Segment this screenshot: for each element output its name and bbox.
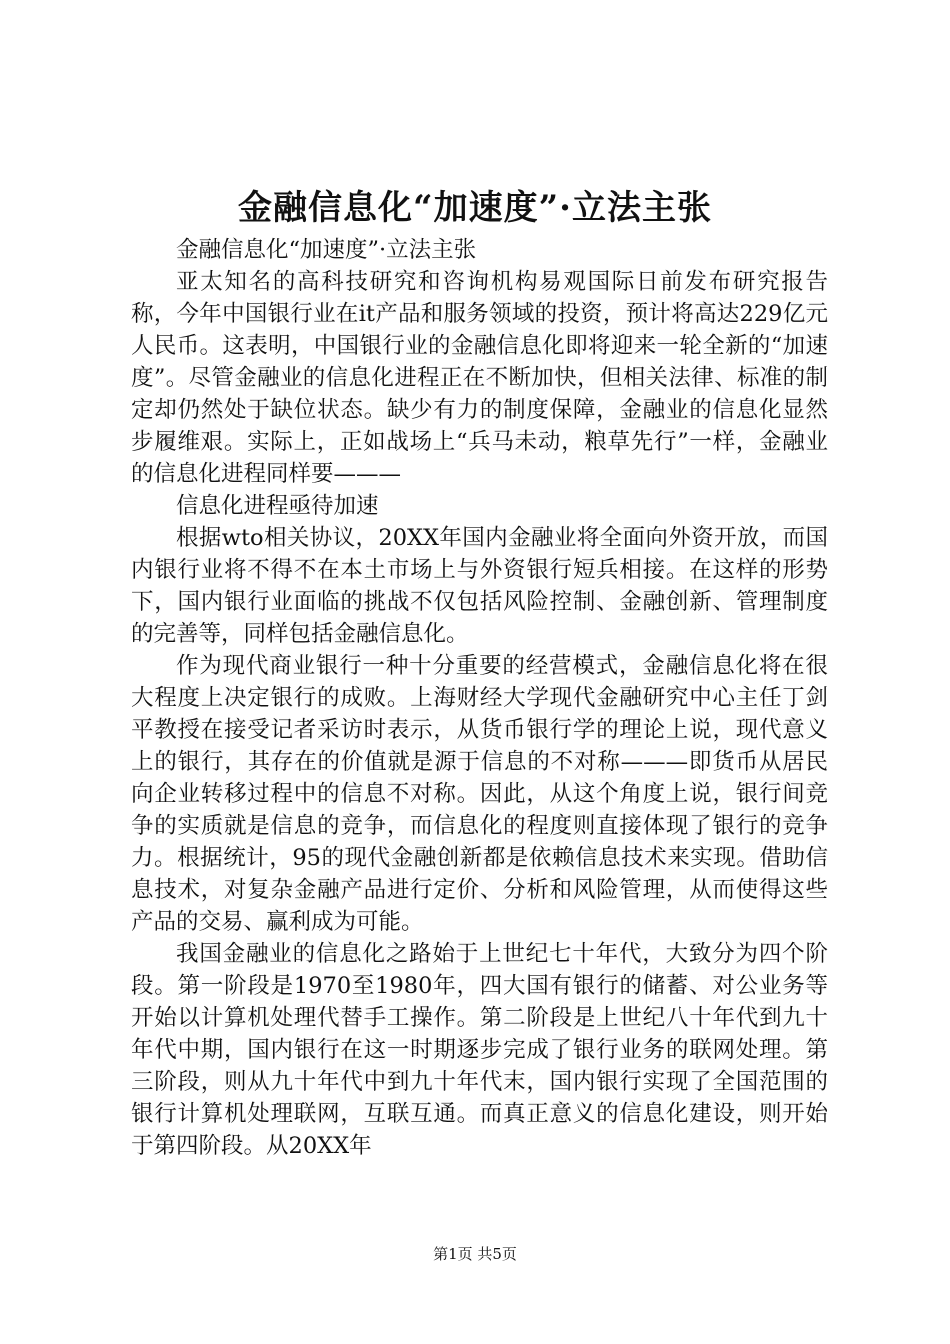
paragraph-business-model: 作为现代商业银行一种十分重要的经营模式，金融信息化将在很大程度上决定银行的成败。上海财经大学现代金融研究中心主任丁剑平教授在接受记者采访时表示，从货币银行学的理论上说，现代意义上的银行，其存在的价值就是源于信息的不对称———即货币从居民向企业转移过程中的信息不对称。因此，从这个角度上说，银行间竞争的实质就是信息的竞争，而信息化的程度则直接体现了银行的竞争力。根据统计，95的现代金融创新都是依赖信息技术来实现。借助信息技术，对复杂金融产品进行定价、分析和风险管理，从而使得这些产品的交易、赢利成为可能。 bbox=[131, 653, 828, 935]
paragraph-intro: 亚太知名的高科技研究和咨询机构易观国际日前发布研究报告称，今年中国银行业在it产品和服务领域的投资，预计将高达229亿元人民币。这表明，中国银行业的金融信息化即将迎来一轮全新的“加速度”。尽管金融业的信息化进程正在不断加快，但相关法律、标准的制定却仍然处于缺位状态。缺少有力的制度保障，金融业的信息化显然步履维艰。实际上，正如战场上“兵马未动，粮草先行”一样，金融业的信息化进程同样要——— bbox=[131, 269, 828, 487]
paragraph-history: 我国金融业的信息化之路始于上世纪七十年代，大致分为四个阶段。第一阶段是1970至1980年，四大国有银行的储蓄、对公业务等开始以计算机处理代替手工操作。第二阶段是上世纪八十年代到九十年代中期，国内银行在这一时期逐步完成了银行业务的联网处理。第三阶段，则从九十年代中到九十年代末，国内银行实现了全国范围的银行计算机处理联网，互联互通。而真正意义的信息化建设，则开始于第四阶段。从20XX年 bbox=[131, 941, 828, 1159]
document-body bbox=[131, 234, 828, 1162]
paragraph-wto: 根据wto相关协议，20XX年国内金融业将全面向外资开放，而国内银行业将不得不在本土市场上与外资银行短兵相接。在这样的形势下，国内银行业面临的挑战不仅包括风险控制、金融创新、管理制度的完善等，同样包括金融信息化。 bbox=[131, 525, 828, 647]
page-footer: 第1页 共5页 bbox=[433, 1245, 517, 1263]
document-title: 金融信息化“加速度”·立法主张 bbox=[238, 188, 712, 228]
paragraph-subtitle: 金融信息化“加速度”·立法主张 bbox=[176, 237, 477, 263]
paragraph-section-heading: 信息化进程亟待加速 bbox=[176, 493, 379, 519]
